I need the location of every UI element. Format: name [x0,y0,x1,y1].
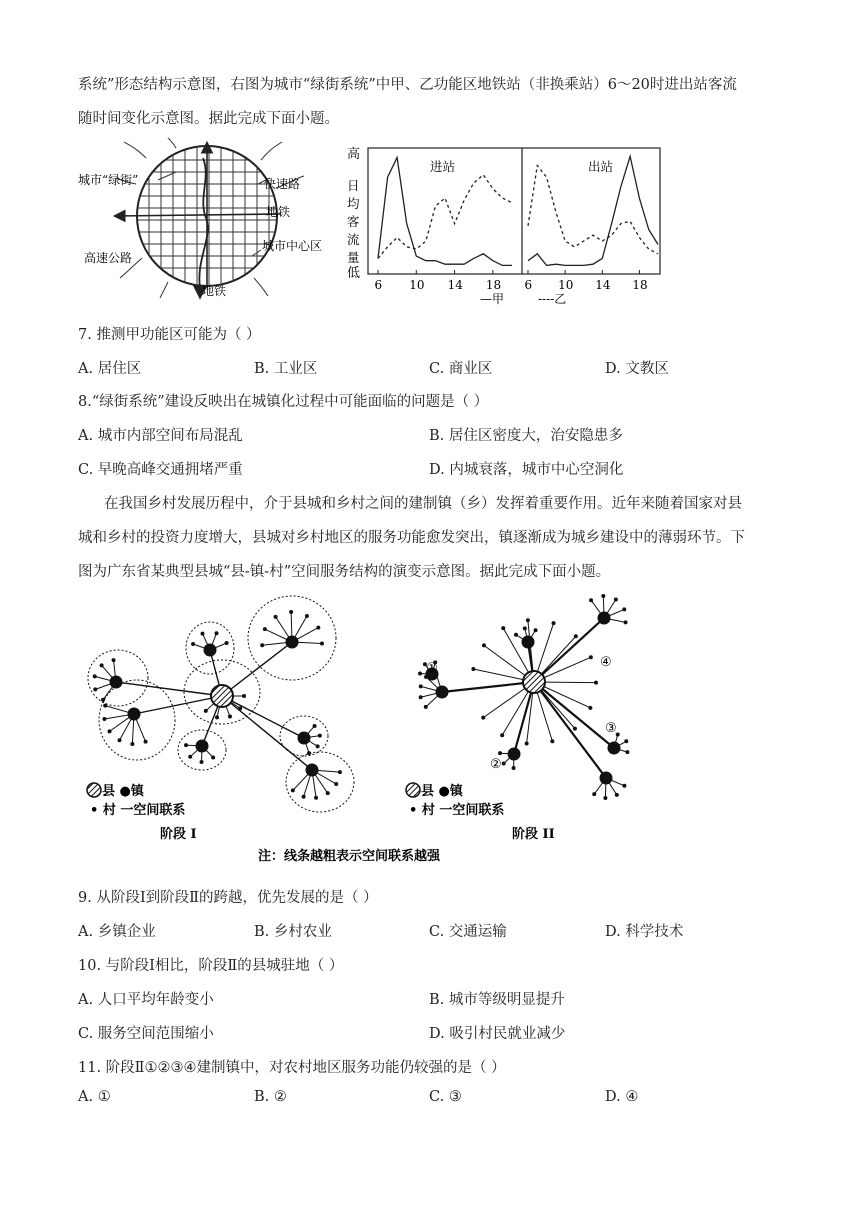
village-dot [102,717,106,721]
village-dot [260,643,264,647]
x-tick-label: 14 [447,278,463,292]
village-dot [318,734,322,738]
stage-2-label: 阶段 II [512,827,555,842]
passage2-line-2: 城和乡村的投资力度增大，县城对乡村地区的服务功能愈发突出，镇逐渐成为城乡建设中的薄弱环节。下 [78,530,745,546]
county-legend-icon [406,783,420,797]
village-dot [201,632,205,636]
county-seat [523,671,545,693]
town-dot [508,748,521,761]
q10-option-b[interactable]: B. 城市等级明显提升 [429,992,565,1008]
village-dot [118,738,122,742]
town-dot [110,676,123,689]
village-dot [482,643,486,647]
village-dot [316,744,320,748]
town-dot [128,708,141,721]
y-axis-char: 量 [347,250,360,265]
x-tick-label: 14 [595,278,611,292]
legend-line-1-left: 县 ●镇 [102,784,144,799]
q7-option-c[interactable]: C. 商业区 [429,361,493,377]
county-seat [211,685,233,707]
intro-line-1: 系统”形态结构示意图，右图为城市“绿街系统”中甲、乙功能区地铁站（非换乘站）6～20时进出站客流 [78,77,737,93]
q11-option-d[interactable]: D. ④ [605,1089,639,1105]
county-legend-icon [87,783,101,797]
village-dot [624,620,628,624]
q10-option-d[interactable]: D. 吸引村民就业减少 [429,1026,566,1042]
village-dot [573,727,577,731]
label-city-center: 城市中心区 [262,239,323,253]
series-yi-in [378,175,512,259]
village-dot [481,716,485,720]
village-dot [320,641,324,645]
village-dot [601,594,605,598]
q8-option-b[interactable]: B. 居住区密度大，治安隐患多 [429,428,623,444]
town-dot [298,732,311,745]
village-dot [313,724,317,728]
town-link [534,682,614,748]
village-dot [512,766,516,770]
village-dot [144,740,148,744]
q8-option-d[interactable]: D. 内城衰落，城市中心空洞化 [429,462,624,478]
panel-out-title: 出站 [588,159,614,174]
q8-stem: 8.“绿街系统”建设反映出在城镇化过程中可能面临的问题是（ ） [78,394,489,410]
village-dot [100,663,104,667]
village-dot [338,770,342,774]
village-dot [594,681,598,685]
village-dot [238,706,242,710]
town-link [534,682,606,778]
marker-1: ① [426,661,438,676]
legend-line-2-left: • 村 一空间联系 [90,803,186,818]
village-dot [514,633,518,637]
y-axis-char: 流 [347,232,360,247]
village-dot [589,655,593,659]
legend-line-1-right: 县 ●镇 [421,784,463,799]
y-axis-char: 均 [347,196,360,211]
q8-option-c[interactable]: C. 早晚高峰交通拥堵严重 [78,462,243,478]
village-dot [225,641,229,645]
village-dot [500,733,504,737]
village-dot [305,614,309,618]
village-dot [498,751,502,755]
x-tick-label: 10 [558,278,574,292]
stage-1-label: 阶段 I [160,827,197,842]
village-dot [523,626,527,630]
village-dot [215,715,219,719]
x-tick-label: 6 [374,278,383,292]
village-dot [101,698,105,702]
town-dot [196,740,209,753]
q10-option-c[interactable]: C. 服务空间范围缩小 [78,1026,214,1042]
x-tick-label: 18 [632,278,648,292]
village-dot [625,750,629,754]
town-link [222,696,304,738]
q9-option-c[interactable]: C. 交通运输 [429,924,507,940]
village-dot [471,667,475,671]
q11-option-c[interactable]: C. ③ [429,1089,462,1105]
plot-frame [368,148,660,274]
panel-in-title: 进站 [430,159,456,174]
q7-stem: 7. 推测甲功能区可能为（ ） [78,327,261,343]
q9-stem: 9. 从阶段Ⅰ到阶段Ⅱ的跨越，优先发展的是（ ） [78,890,378,906]
q9-option-d[interactable]: D. 科学技术 [605,924,684,940]
green-street-map [76,138,338,302]
village-dot [93,674,97,678]
village-dot [103,704,107,708]
town-link [222,696,312,770]
village-dot [501,626,505,630]
village-dot [200,760,204,764]
marker-2: ② [490,757,502,772]
town-link [442,682,534,692]
y-axis-char: 客 [347,214,360,229]
village-dot [326,791,330,795]
town-dot [522,636,535,649]
village-dot [108,729,112,733]
village-dot [215,631,219,635]
village-dot [534,628,538,632]
village-dot [624,739,628,743]
legend-yi: ----乙 [538,292,567,306]
label-green-street: 城市“绿街” [78,173,139,187]
legend-jia: —甲 [480,292,505,306]
town-link [222,642,292,696]
q7-option-a[interactable]: A. 居住区 [78,361,142,377]
village-dot [263,627,267,631]
q10-stem: 10. 与阶段Ⅰ相比，阶段Ⅱ的县城驻地（ ） [78,958,344,974]
village-dot [502,761,506,765]
village-dot [418,672,422,676]
town-dot [306,764,319,777]
town-link [134,696,222,714]
village-dot [184,743,188,747]
q10-option-a[interactable]: A. 人口平均年龄变小 [78,992,214,1008]
legend-line-2-right: • 村 一空间联系 [409,803,505,818]
village-dot [614,597,618,601]
x-tick-label: 10 [409,278,425,292]
marker-4: ④ [600,655,612,670]
town-dot [204,644,217,657]
village-dot [307,751,311,755]
village-dot [314,796,318,800]
village-dot [622,784,626,788]
village-dot [592,792,596,796]
x-tick-label: 6 [524,278,533,292]
village-dot [204,709,208,713]
village-dot [191,642,195,646]
village-dot [603,796,607,800]
village-dot [334,782,338,786]
label-metro-south: 地铁 [202,284,227,298]
label-metro-east: 地铁 [266,205,291,219]
village-dot [302,795,306,799]
town-dot [608,742,621,755]
q7-option-d[interactable]: D. 文教区 [605,361,669,377]
q11-option-a[interactable]: A. ① [78,1089,111,1105]
village-dot [289,610,293,614]
village-dot [211,755,215,759]
town-dot [286,636,299,649]
village-dot [615,793,619,797]
town-dot [600,772,613,785]
village-dot [525,742,529,746]
village-dot [93,687,97,691]
village-dot [316,626,320,630]
town-link [116,682,222,696]
village-dot [574,634,578,638]
marker-3: ③ [605,721,617,736]
village-dot [424,705,428,709]
y-axis-char: 日 [347,178,360,193]
intro-line-2: 随时间变化示意图。据此完成下面小题。 [78,111,339,127]
figure-note: 注：线条越粗表示空间联系越强 [258,849,441,864]
y-high-label: 高 [347,147,361,162]
q11-option-b[interactable]: B. ② [254,1089,287,1105]
village-dot [622,607,626,611]
q9-option-b[interactable]: B. 乡村农业 [254,924,332,940]
county-town-village-figure [82,590,662,872]
town-dot [436,686,449,699]
q9-option-a[interactable]: A. 乡镇企业 [78,924,156,940]
village-dot [242,694,246,698]
series-yi-out [528,166,658,254]
village-dot [228,715,232,719]
village-dot [112,658,116,662]
village-dot [589,598,593,602]
q7-option-b[interactable]: B. 工业区 [254,361,318,377]
label-expressway: 快速路 [264,177,301,191]
x-tick-label: 18 [485,278,502,292]
village-dot [550,739,554,743]
village-dot [419,684,423,688]
village-dot [552,621,556,625]
label-highway: 高速公路 [84,251,133,265]
passage2-line-3: 图为广东省某典型县城“县-镇-村”空间服务结构的演变示意图。据此完成下面小题。 [78,564,611,580]
village-dot [588,706,592,710]
village-dot [419,695,423,699]
q8-option-a[interactable]: A. 城市内部空间布局混乱 [78,428,243,444]
village-dot [130,742,134,746]
village-dot [526,618,530,622]
village-dot [274,615,278,619]
q11-stem: 11. 阶段Ⅱ①②③④建制镇中，对农村地区服务功能仍较强的是（ ） [78,1060,506,1076]
y-low-label: 低 [347,266,361,281]
village-dot [291,788,295,792]
passenger-flow-chart [342,138,672,308]
village-dot [188,755,192,759]
town-dot [598,612,611,625]
passage2-line-1: 在我国乡村发展历程中，介于县城和乡村之间的建制镇（乡）发挥着重要作用。近年来随着国家对县 [104,496,742,512]
